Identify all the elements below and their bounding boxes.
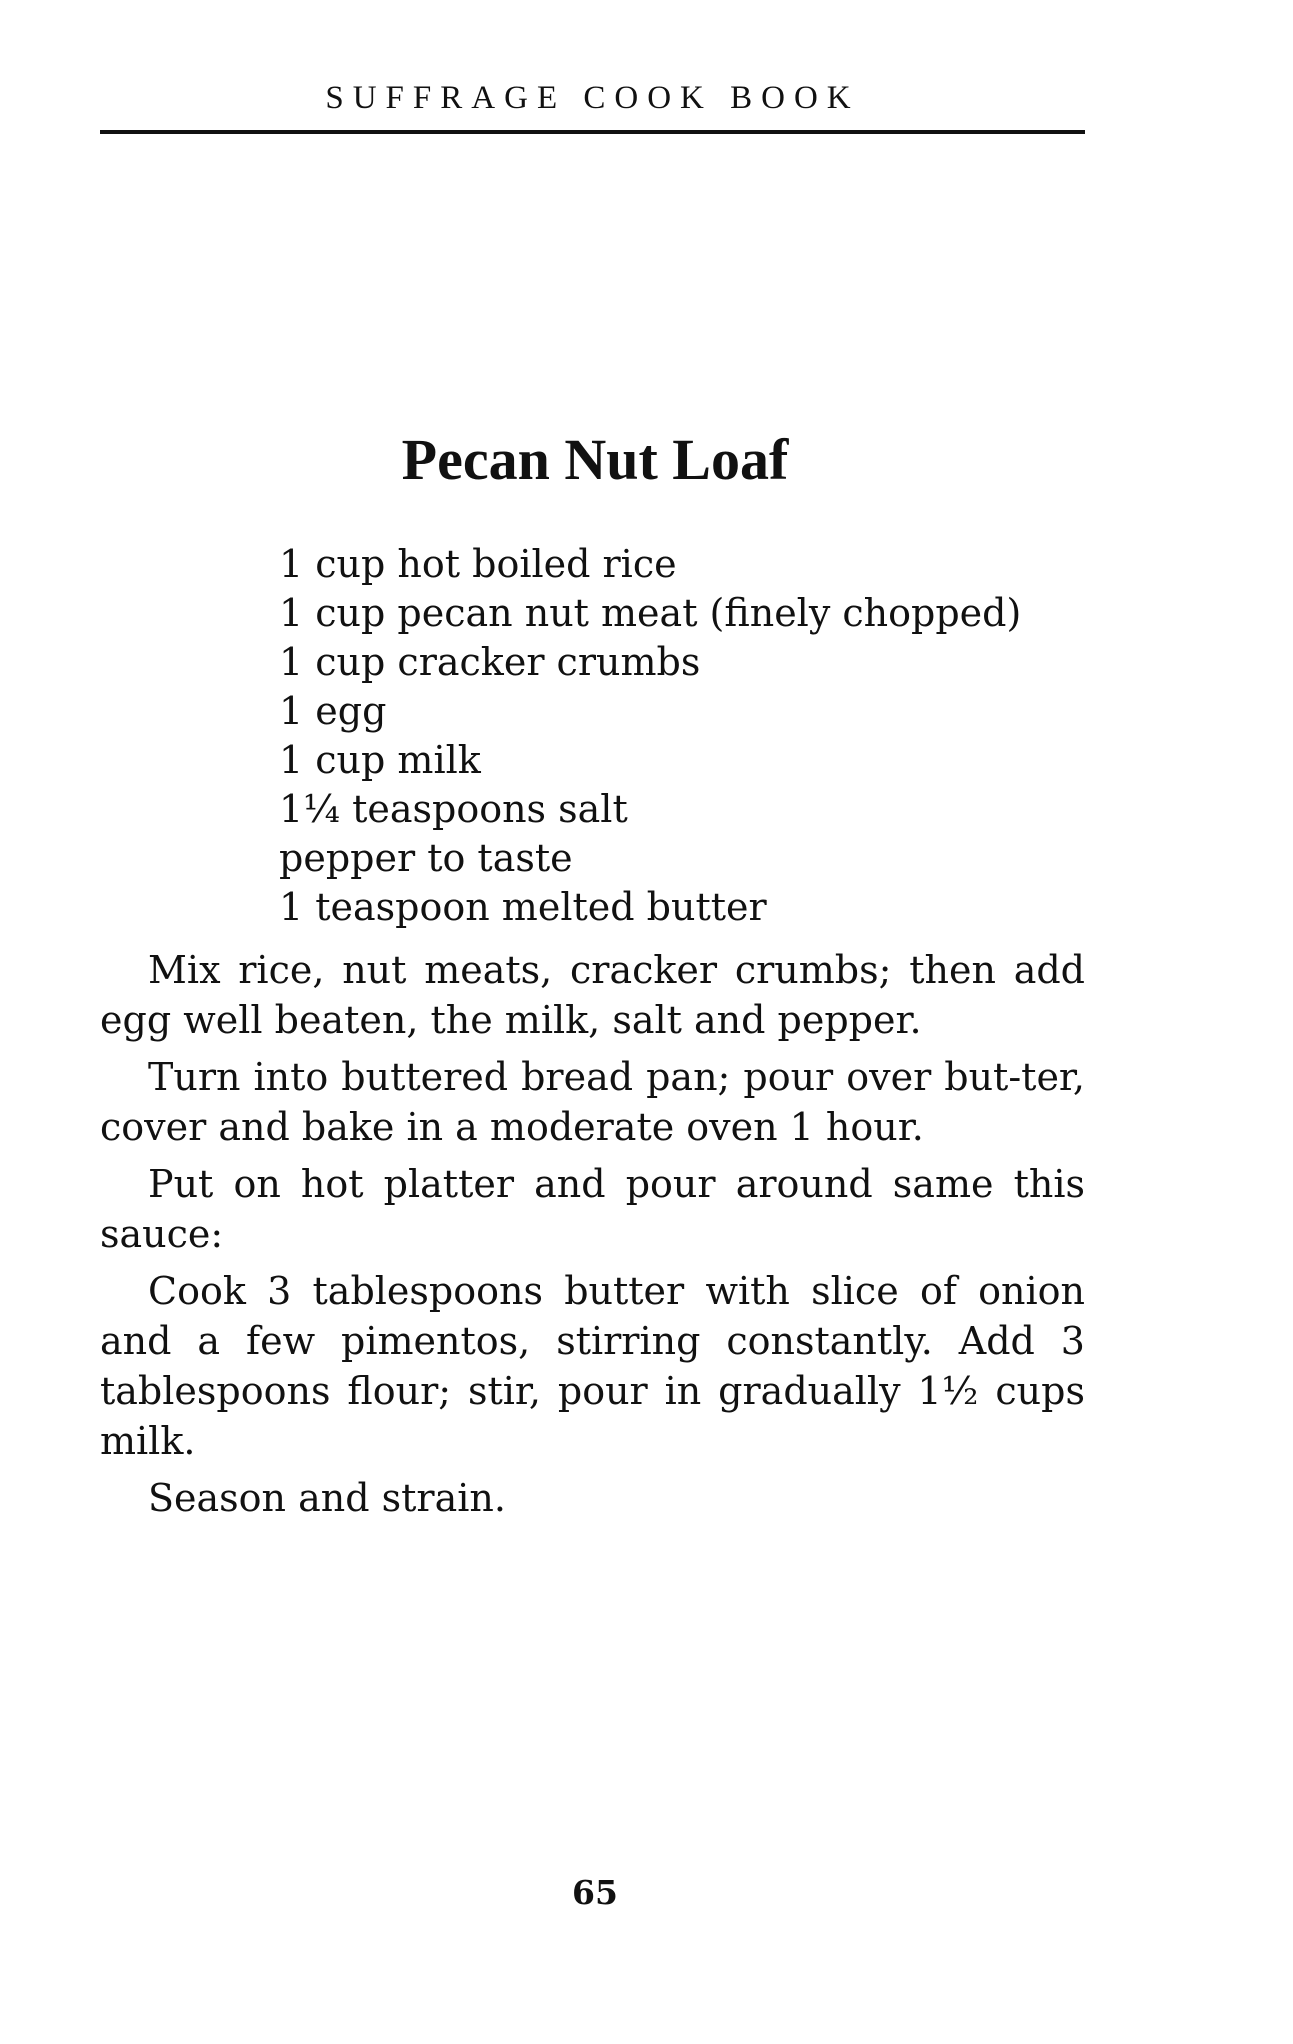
ingredient-item: 1 egg <box>279 689 387 733</box>
ingredient-list <box>279 540 1099 932</box>
page-number: 65 <box>572 1873 618 1912</box>
ingredient-item: 1 cup milk <box>279 738 481 782</box>
instruction-paragraph: Put on hot platter and pour around same this sauce: <box>100 1162 1085 1256</box>
recipe-title: Pecan Nut Loaf <box>401 427 789 492</box>
ingredient-item: 1 teaspoon melted butter <box>279 885 767 929</box>
ingredient-item: 1¼ teaspoons salt <box>279 787 628 831</box>
header-rule <box>100 130 1085 134</box>
running-head: SUFFRAGE COOK BOOK <box>325 80 860 116</box>
ingredient-item: 1 cup pecan nut meat (finely chopped) <box>279 591 1022 635</box>
instruction-paragraph: Season and strain. <box>148 1476 506 1520</box>
instruction-paragraph: Turn into buttered bread pan; pour over but-ter, cover and bake in a moderate oven 1 hour. <box>100 1055 1085 1149</box>
ingredient-item: 1 cup hot boiled rice <box>279 542 677 586</box>
instruction-paragraph: Cook 3 tablespoons butter with slice of onion and a few pimentos, stirring constantly. Add 3 tablespoons flour; stir, pour in gradually 1½ cups milk. <box>100 1269 1085 1463</box>
instructions <box>100 945 1085 1530</box>
instruction-paragraph: Mix rice, nut meats, cracker crumbs; then add egg well beaten, the milk, salt and pepper. <box>100 948 1085 1042</box>
ingredient-item: 1 cup cracker crumbs <box>279 640 701 684</box>
ingredient-item: pepper to taste <box>279 836 573 880</box>
